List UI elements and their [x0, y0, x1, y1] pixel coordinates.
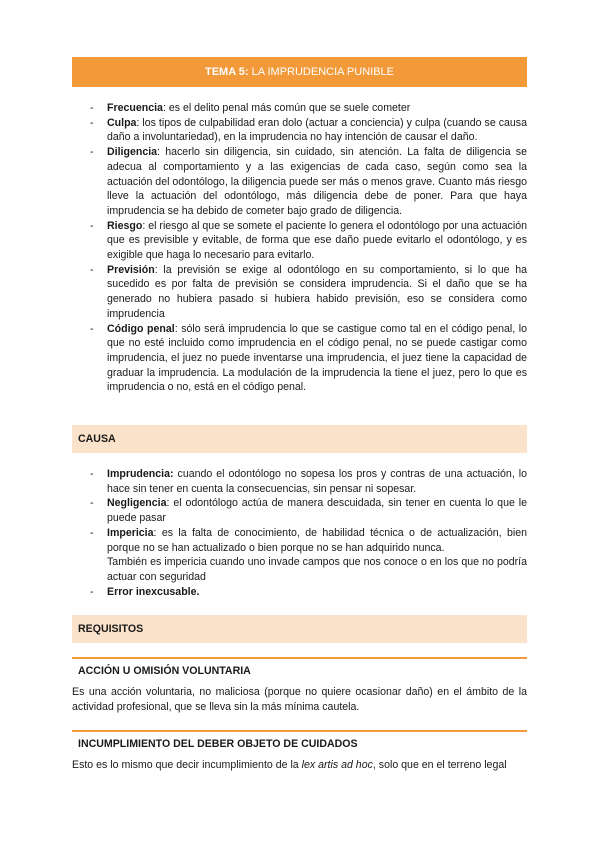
term: Culpa — [107, 116, 137, 129]
para-text: , solo que en el terreno legal — [372, 759, 507, 771]
list-dash: - — [90, 116, 94, 129]
paragraph-incumplimiento — [72, 758, 527, 773]
list-item — [90, 322, 527, 396]
term: Negligencia — [107, 497, 167, 510]
term-description: cuando el odontólogo no sopesa los pros y contras de una actuación, lo hace sin tener en cuenta la consecuencias, sin pensar ni sopesar. — [107, 468, 527, 495]
term: Código penal — [107, 322, 175, 335]
causa-list — [90, 467, 527, 599]
list-item — [90, 467, 527, 496]
list-item — [90, 101, 527, 116]
term-description: : la previsión se exige al odontólogo en su comportamiento, si lo que ha sucedido es por falta de previsión se considera imprudencia. Si el daño que se ha generado no hubiera pasado si hubiera habido previsión, eso se considera como imprudencia — [107, 263, 527, 320]
list-dash: - — [90, 219, 94, 232]
term: Error inexcusable. — [107, 585, 200, 598]
term: Diligencia — [107, 146, 158, 159]
term-extra: También es impericia cuando uno invade campos que nos conoce o en los que no podría actuar con seguridad — [107, 556, 527, 583]
term-description: : hacerlo sin diligencia, sin cuidado, sin atención. La falta de diligencia se adecua al comportamiento y a las exigencias de cada caso, según como sea la actuación del odontólogo, la diligencia puede ser más o menos grave. Cuanto más riesgo lleve la actuación del odontólogo, más diligencia debe de poner. Para que haya imprudencia se ha debido de cometer bajo grado de diligencia. — [107, 146, 527, 217]
term-description: : sólo será imprudencia lo que se castigue como tal en el código penal, lo que no esté incluido como imprudencia en el código penal, no se puede castigar como imprudencia, el juez no puede inventarse una imprudencia, el juez tiene la capacidad de graduar la imprudencia. La modulación de la imprudencia la tiene el juez, pero lo que es imprudencia o no, está en el código penal. — [107, 322, 528, 394]
para-italic: lex artis ad hoc — [301, 759, 373, 771]
concept-list — [90, 101, 527, 395]
list-item — [90, 585, 527, 600]
subheading-accion: ACCIÓN U OMISIÓN VOLUNTARIA — [72, 657, 527, 679]
list-dash: - — [90, 146, 94, 159]
list-dash: - — [90, 102, 94, 114]
term: Riesgo — [107, 219, 143, 232]
list-item — [90, 526, 527, 585]
term: Impericia — [107, 526, 154, 539]
list-dash: - — [90, 468, 94, 480]
list-item — [90, 145, 527, 219]
subheading-incumplimiento: INCUMPLIMIENTO DEL DEBER OBJETO DE CUIDADOS — [72, 730, 527, 752]
topic-title: LA IMPRUDENCIA PUNIBLE — [251, 66, 395, 78]
list-item — [90, 263, 527, 322]
topic-banner — [72, 57, 527, 87]
term-description: : el odontólogo actúa de manera descuidada, sin tener en cuenta lo que le puede pasar — [107, 497, 527, 525]
list-dash: - — [90, 263, 94, 276]
term: Frecuencia — [107, 102, 163, 114]
list-dash: - — [90, 497, 94, 510]
term: Previsión — [107, 263, 155, 276]
topic-label: TEMA 5: — [204, 66, 249, 78]
list-dash: - — [90, 526, 94, 539]
section-heading-causa: CAUSA — [72, 425, 527, 453]
list-item — [90, 219, 527, 263]
list-dash: - — [90, 585, 94, 598]
term-description: : el riesgo al que se somete el paciente lo genera el odontólogo por una actuación que es previsible y evitable, de forma que ese daño puede evitarlo el odontólogo, y es exigible que haga lo necesario para evitarlo. — [107, 219, 527, 262]
term: Imprudencia: — [107, 468, 174, 480]
para-text: Esto es lo mismo que decir incumplimiento de la — [72, 759, 302, 771]
list-dash: - — [90, 322, 94, 335]
term-description: : es la falta de conocimiento, de habilidad técnica o de actualización, bien porque no se han actualizado o bien porque no se han adquirido nunca. — [107, 526, 527, 554]
list-item — [90, 116, 527, 145]
section-heading-requisitos: REQUISITOS — [72, 615, 527, 643]
paragraph-accion: Es una acción voluntaria, no maliciosa (porque no quiere ocasionar daño) en el ámbito de la actividad profesional, que se lleva sin la más mínima cautela. — [72, 686, 527, 713]
list-item — [90, 496, 527, 525]
term-description: : los tipos de culpabilidad eran dolo (actuar a conciencia) y culpa (cuando se causa daño a involuntariedad), en la imprudencia no hay intención de causar el daño. — [107, 116, 527, 144]
term-description: : es el delito penal más común que se suele cometer — [162, 102, 411, 114]
